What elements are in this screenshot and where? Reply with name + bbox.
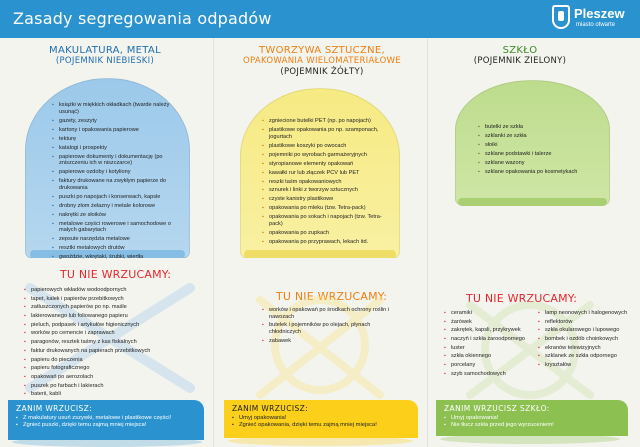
list-item: ▪ plastikowe koszyki po owocach (262, 143, 387, 150)
plastic-box-title: ZANIM WRZUCISZ: (232, 404, 309, 413)
paper-not-accepted-heading: TU NIE WRZUCAMY: (60, 268, 172, 281)
plastic-subheading: (POJEMNIK ŻÓŁTY) (280, 67, 364, 77)
paper-heading: MAKULATURA, METAL (49, 45, 161, 56)
list-item: ▪ styropianowe elementy opakowań (262, 161, 387, 168)
list-item: ▪ opakowania po sokach i napojach (tzw. Tetra-pack) (262, 214, 387, 227)
glass-subheading: (POJEMNIK ZIELONY) (473, 56, 567, 66)
list-item: ▪ Umyj opakowania! (232, 415, 410, 422)
list-item: ▪ lamp neonowych i halogenowych (538, 310, 636, 317)
list-item: ▪ luster (444, 345, 534, 352)
list-item: ▪ Z makulatury usuń zszywki, metalowe i plastikowe części! (16, 415, 196, 422)
plastic-box-list (232, 415, 410, 429)
paper-subheading: (POJEMNIK NIEBIESKI) (55, 56, 155, 66)
glass-accepted-list (478, 124, 603, 178)
green-bin-rim (458, 198, 607, 206)
list-item: ▪ sznurek i linki z tworzyw sztucznych (262, 187, 387, 194)
list-item: ▪ książki w miękkich okładkach (twarde należy usunąć) (52, 102, 182, 115)
list-item: ▪ worków i opakowań po środkach ochrony roślin i nawozach (262, 307, 392, 320)
list-item: ▪ worków po cemencie i zaprawach (24, 330, 204, 337)
plastic-heading-line2: OPAKOWANIA WIELOMATERIAŁOWE (242, 56, 402, 66)
list-item: ▪ butelek i pojemników po olejach, płynach chłodniczych (262, 322, 392, 335)
list-item: ▪ słoiki (478, 142, 603, 149)
plastic-before-box (224, 400, 418, 438)
plastic-heading-line1: TWORZYWA SZTUCZNE, (259, 45, 385, 56)
list-item: ▪ tapet, kalek i papierów przebitkowych (24, 296, 204, 303)
glass-heading: SZKŁO (502, 45, 538, 56)
list-item: ▪ naczyń i szkła żaroodpornego (444, 336, 534, 343)
list-item: ▪ Zgnieć opakowania, dzięki temu zajmą mniej miejsca! (232, 422, 410, 429)
list-item: ▪ reszki taśm opakowaniowych (262, 179, 387, 186)
paper-before-box (8, 400, 204, 440)
list-item: ▪ czyste kanistry plastikowe (262, 196, 387, 203)
glass-box-list (444, 415, 620, 429)
list-item: ▪ Nie tłucz szkła przed jego wyrzuceniem! (444, 422, 620, 429)
paper-box-list (16, 415, 196, 429)
list-item: ▪ szkła okiennego (444, 353, 534, 360)
list-item: ▪ opakowania po zupkach (262, 230, 387, 237)
glass-before-box (436, 400, 628, 436)
list-item: ▪ drobny złom żelazny i metale kolorowe (52, 203, 182, 210)
list-item: ▪ puszki po napojach i konserwach, kapsle (52, 194, 182, 201)
plastic-heading-block (232, 45, 412, 78)
list-item: ▪ plastikowe opakowania po np. szamponach, jogurtach (262, 127, 387, 140)
fold-line (427, 38, 428, 447)
page-title: Zasady segregowania odpadów (13, 9, 272, 28)
glass-not-accepted-list-left (444, 310, 534, 380)
paper-box-title: ZANIM WRZUCISZ: (16, 404, 93, 413)
list-item: ▪ szklane opakowania po kosmetykach (478, 169, 603, 176)
list-item: ▪ szkła okularowego i lupowego (538, 327, 636, 334)
list-item: ▪ zepsute narzędzia metalowe (52, 236, 182, 243)
list-item: ▪ ceramiki (444, 310, 534, 317)
list-item: ▪ bombek i ozdób choinkowych (538, 336, 636, 343)
list-item: ▪ ekranów telewizyjnych (538, 345, 636, 352)
crest-icon (552, 5, 570, 29)
list-item: ▪ papierowe ozdoby i kotyliony (52, 169, 182, 176)
list-item: ▪ żarówek (444, 319, 534, 326)
list-item: ▪ pieluch, podpasek i artykułów higienicznych (24, 322, 204, 329)
list-item: ▪ lakierowanego lub foliowanego papieru (24, 313, 204, 320)
list-item: ▪ katalogi i prospekty (52, 145, 182, 152)
list-item: ▪ szklanki ze szkła (478, 133, 603, 140)
list-item: ▪ kartony i opakowania papierowe (52, 127, 182, 134)
list-item: ▪ szklanek ze szkła odpornego (538, 353, 636, 360)
list-item: ▪ papierowe dokumenty i dokumentację (po zniszczeniu ich w niszczarce) (52, 154, 182, 167)
list-item: ▪ faktury drukowane na zwykłym papierze do drukowania (52, 178, 182, 191)
list-item: ▪ Umyj opakowania! (444, 415, 620, 422)
paper-heading-block (30, 45, 180, 67)
list-item: ▪ paragonów, resztek taśmy z kas fiskalnych (24, 339, 204, 346)
list-item: ▪ kryształów (538, 362, 636, 369)
list-item: ▪ zatłuszczonych papierów po np. maśle (24, 304, 204, 311)
plastic-accepted-list (262, 118, 387, 248)
list-item: ▪ opakowania po mleku (tzw. Tetra-pack) (262, 205, 387, 212)
list-item: ▪ szyb samochodowych (444, 371, 534, 378)
list-item: ▪ puszek po farbach i lakierach (24, 383, 204, 390)
list-item: ▪ reflektorów (538, 319, 636, 326)
plastic-not-accepted-list (262, 307, 392, 346)
yellow-bin-rim (244, 250, 396, 258)
glass-heading-block (440, 45, 600, 67)
glass-not-accepted-list-right (538, 310, 636, 371)
list-item: ▪ nakrętki ze słoików (52, 212, 182, 219)
list-item: ▪ baterii, kabli (24, 391, 204, 398)
glass-not-accepted-heading: TU NIE WRZUCAMY: (466, 292, 578, 305)
list-item: ▪ papieru fotograficznego (24, 365, 204, 372)
list-item: ▪ opakowania po przyprawach, lekach itd. (262, 239, 387, 246)
list-item: ▪ zakrętek, kapsli, przykrywek (444, 327, 534, 334)
pleszew-logo (552, 5, 632, 33)
paper-not-accepted-list (24, 287, 204, 400)
list-item: ▪ gwoździe, wkrętaki, śrubki, wiertła (52, 254, 182, 261)
logo-name: Pleszew (574, 6, 625, 21)
logo-tagline: miasto otwarte (576, 22, 616, 28)
list-item: ▪ butelki ze szkła (478, 124, 603, 131)
list-item: ▪ resztki metalowych drutów (52, 245, 182, 252)
list-item: ▪ faktur drukowanych na papierach przebitkowych (24, 348, 204, 355)
list-item: ▪ szklane podstawki i talerze (478, 151, 603, 158)
glass-box-title: ZANIM WRZUCISZ SZKŁO: (444, 404, 550, 413)
list-item: ▪ opakowań po aerozolach (24, 374, 204, 381)
list-item: ▪ kawałki rur lub złączek PCV lub PET (262, 170, 387, 177)
list-item: ▪ gazety, zeszyty (52, 118, 182, 125)
list-item: ▪ metalowe części rowerowe i samochodowe o małych gabarytach (52, 221, 182, 234)
plastic-not-accepted-heading: TU NIE WRZUCAMY: (276, 290, 388, 303)
paper-accepted-list (52, 102, 182, 263)
header-bar (0, 0, 640, 38)
list-item: ▪ porcelany (444, 362, 534, 369)
list-item: ▪ zgniecione butelki PET (np. po napojach) (262, 118, 387, 125)
list-item: ▪ papierowych wkładów wodoodpornych (24, 287, 204, 294)
fold-line (213, 38, 214, 447)
list-item: ▪ zabawek (262, 338, 392, 345)
list-item: ▪ tekturę (52, 136, 182, 143)
list-item: ▪ Zgnieć puszki, dzięki temu zajmą mniej miejsca! (16, 422, 196, 429)
list-item: ▪ szklane wazony (478, 160, 603, 167)
list-item: ▪ pojemniki po wyrobach garmażeryjnych (262, 152, 387, 159)
list-item: ▪ papieru do pieczenia (24, 357, 204, 364)
